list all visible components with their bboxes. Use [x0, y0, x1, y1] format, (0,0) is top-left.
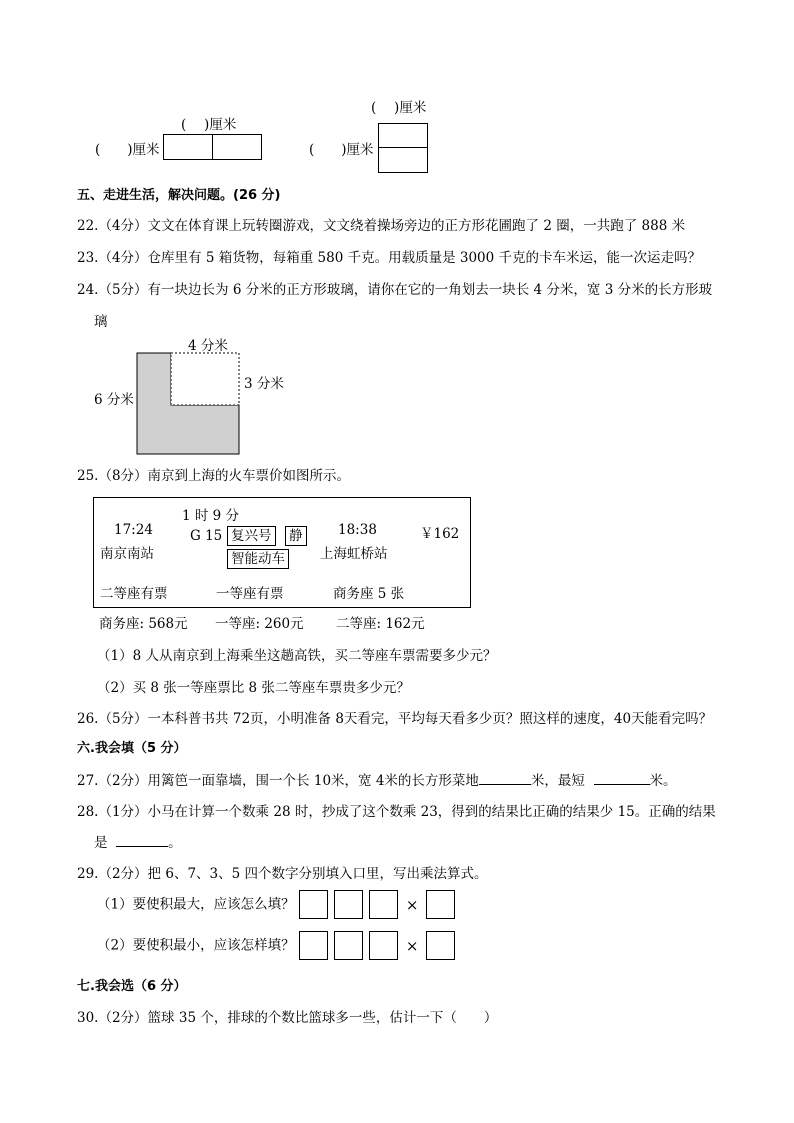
ticket-depart-time: 17:24 — [114, 522, 153, 538]
question-26: 26.（5分）一本科普书共 72页，小明准备 8天看完，平均每天看多少页？照这样的速度，40天能看完吗？ — [77, 711, 713, 727]
fig-label-right: 3 分米 — [244, 376, 284, 392]
ticket-tag-quiet: 静 — [285, 526, 307, 546]
digit-box[interactable] — [299, 890, 328, 919]
ticket-seat-business: 商务座 5 张 — [333, 586, 405, 602]
answer-blank-correct-result[interactable] — [116, 834, 168, 847]
ticket-seat-second: 二等座有票 — [100, 586, 168, 602]
question-28-text: 是 — [94, 835, 108, 851]
question-27-text-c: 米。 — [649, 773, 677, 789]
answer-blank-shortest[interactable] — [594, 772, 650, 785]
section6-heading: 六.我会填（5 分） — [77, 741, 187, 756]
answer-blank-longest[interactable] — [479, 772, 531, 785]
question-25: 25.（8分）南京到上海的火车票价如图所示。 — [77, 468, 351, 484]
ticket-from-station: 南京南站 — [100, 546, 154, 562]
times-symbol: × — [405, 936, 419, 955]
fig-label-top: 4 分米 — [188, 338, 228, 354]
paren-cm-label-c: ( )厘米 — [371, 100, 427, 116]
times-symbol: × — [405, 895, 419, 914]
question-27 — [77, 769, 677, 789]
paren-cm-label-d: ( )厘米 — [309, 142, 374, 158]
ticket-tag-fuxing: 复兴号 — [227, 526, 276, 546]
question-23: 23.（4分）仓库里有 5 箱货物，每箱重 580 千克。用载质量是 3000 千克的卡车米运，能一次运走吗？ — [77, 250, 702, 266]
section5-heading: 五、走进生活，解决问题。(26 分) — [77, 188, 281, 203]
ticket-train-number: G 15 — [190, 528, 223, 544]
question-30: 30.（2分）篮球 35 个，排球的个数比篮球多一些，估计一下（ ） — [77, 1010, 498, 1026]
question-29-1 — [97, 889, 461, 919]
ticket-duration: 1 时 9 分 — [182, 508, 240, 524]
question-22: 22.（4分）文文在体育课上玩转圈游戏，文文绕着操场旁边的正方形花圃跑了 2 圈，一共跑了 888 米 — [77, 218, 686, 234]
ticket-arrive-time: 18:38 — [338, 522, 377, 538]
question-27-text-b: 米，最短 — [530, 773, 585, 789]
question-29-2-text: （2）要使积最小，应该怎样填？ — [97, 937, 295, 954]
question-28-line2 — [94, 831, 182, 851]
ticket-to-station: 上海虹桥站 — [320, 546, 388, 562]
glass-square-figure — [136, 352, 242, 456]
question-25-2: （2）买 8 张一等座票比 8 张二等座车票贵多少元？ — [97, 680, 410, 696]
question-29-2 — [97, 930, 461, 960]
digit-box[interactable] — [426, 931, 455, 960]
question-25-1: （1）8 人从南京到上海乘坐这趟高铁，买二等座车票需要多少元？ — [97, 648, 497, 664]
fig-label-left: 6 分米 — [94, 392, 134, 408]
train-ticket — [93, 497, 471, 608]
question-29: 29.（2分）把 6、7、3、5 四个数字分别填入口里，写出乘法算式。 — [77, 866, 488, 882]
price-second: 二等座: 162元 — [336, 616, 425, 632]
ticket-price: ￥162 — [420, 526, 460, 542]
price-business: 商务座: 568元 — [99, 616, 188, 632]
price-first: 一等座: 260元 — [215, 616, 304, 632]
digit-box[interactable] — [299, 931, 328, 960]
question-28-line1: 28.（1分）小马在计算一个数乘 28 时，抄成了这个数乘 23，得到的结果比正确的结果少 15。正确的结果 — [77, 804, 716, 820]
rectangle-stacked-cells — [378, 123, 428, 173]
digit-box[interactable] — [426, 890, 455, 919]
ticket-seat-first: 一等座有票 — [216, 586, 284, 602]
paren-cm-label-b: ( )厘米 — [95, 142, 160, 158]
question-27-text: 27.（2分）用篱笆一面靠墙，围一个长 10米，宽 4米的长方形菜地 — [77, 773, 479, 789]
digit-box[interactable] — [369, 931, 398, 960]
question-24-line1: 24.（5分）有一块边长为 6 分米的正方形玻璃，请你在它的一角划去一块长 4 分米，宽 3 分米的长方形玻 — [77, 282, 713, 298]
question-24-line2: 璃 — [94, 314, 108, 330]
paren-cm-label-a: ( )厘米 — [181, 117, 237, 133]
question-28-end: 。 — [168, 835, 182, 851]
rectangle-two-cells — [163, 134, 262, 160]
digit-box[interactable] — [334, 931, 363, 960]
digit-box[interactable] — [369, 890, 398, 919]
section7-heading: 七.我会选（6 分） — [77, 979, 187, 994]
question-29-1-text: （1）要使积最大，应该怎么填？ — [97, 896, 295, 913]
ticket-tag-smart: 智能动车 — [227, 549, 289, 569]
digit-box[interactable] — [334, 890, 363, 919]
